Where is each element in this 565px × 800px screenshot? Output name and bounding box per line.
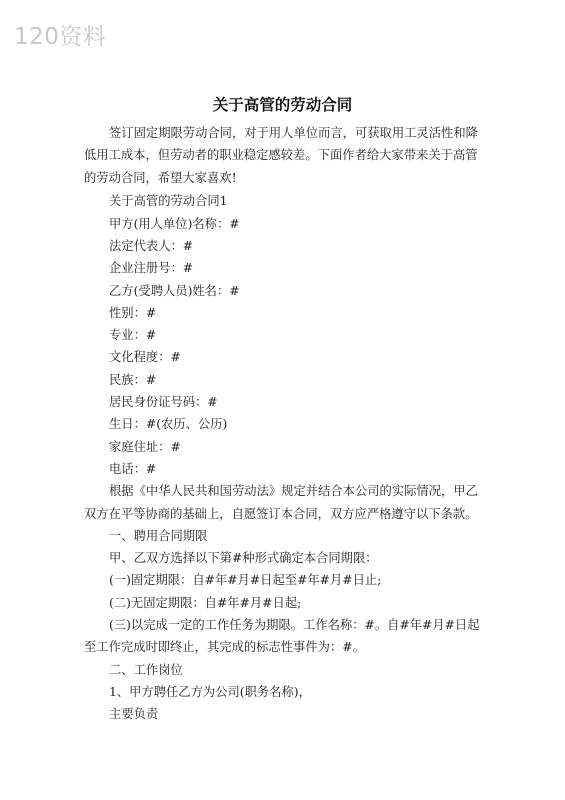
term-option-fixed: (一)固定期限：自#年#月#日起至#年#月#日止;	[109, 573, 382, 588]
contract-subtitle: 关于高管的劳动合同1	[109, 194, 228, 209]
field-legal-representative: 法定代表人：#	[109, 238, 194, 253]
field-gender: 性别：#	[109, 305, 157, 320]
field-birthday: 生日：#(农历、公历)	[109, 417, 228, 432]
term-option-task: (三)以完成一定的工作任务为期限。工作名称：#。自#年#月#日起至工作完成时即终止，其完成的标志性事件为：#。	[84, 618, 480, 655]
field-employee-name: 乙方(受聘人员)姓名：#	[109, 283, 240, 298]
field-major: 专业：#	[109, 328, 157, 343]
section1-intro: 甲、乙双方选择以下第#种形式确定本合同期限：	[109, 551, 378, 566]
term-option-open: (二)无固定期限：自#年#月#日起;	[109, 595, 302, 610]
field-education: 文化程度：#	[109, 350, 181, 365]
document-title: 关于高管的劳动合同	[212, 95, 353, 114]
basis-paragraph: 根据《中华人民共和国劳动法》规定并结合本公司的实际情况，甲乙双方在平等协商的基础上，自愿签订本合同，双方应严格遵守以下条款。	[84, 484, 478, 521]
section2-item2: 主要负责	[109, 707, 159, 722]
field-registration-number: 企业注册号：#	[109, 261, 194, 276]
section2-item1: 1、甲方聘任乙方为公司(职务名称)，	[109, 684, 311, 699]
section1-heading: 一、聘用合同期限	[109, 528, 208, 543]
intro-paragraph: 签订固定期限劳动合同，对于用人单位而言，可获取用工灵活性和降低用工成本，但劳动者的职业稳定感较差。下面作者给大家带来关于高管的劳动合同，希望大家喜欢!	[84, 126, 478, 185]
section2-heading: 二、工作岗位	[109, 662, 183, 677]
field-address: 家庭住址：#	[109, 439, 181, 454]
field-employer-name: 甲方(用人单位)名称：#	[109, 216, 240, 231]
field-phone: 电话：#	[109, 461, 157, 476]
document-body	[84, 122, 484, 726]
field-id-number: 居民身份证号码：#	[109, 395, 218, 410]
field-ethnicity: 民族：#	[109, 372, 157, 387]
watermark: 120资料	[14, 24, 107, 50]
